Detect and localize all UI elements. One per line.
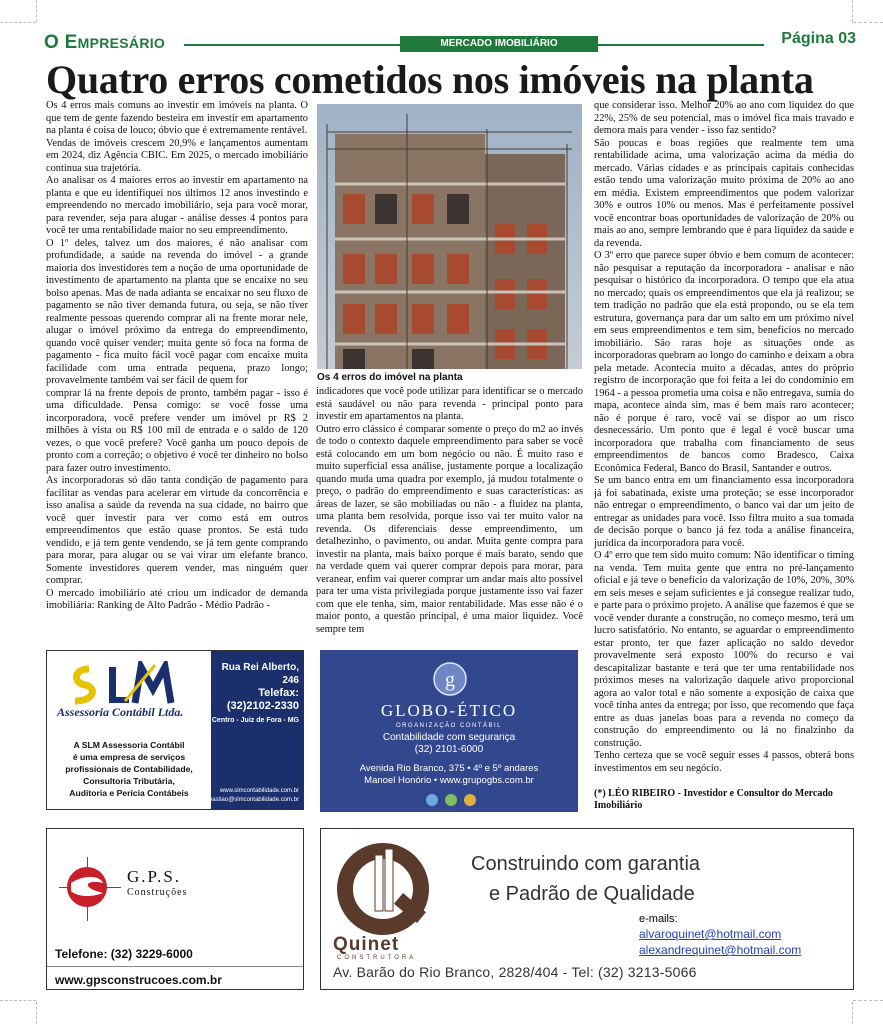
quinet-address: Av. Barão do Rio Branco, 2828/404 - Tel: (32) 3213-5066 [333, 964, 697, 980]
page-header [44, 30, 856, 54]
article-column-1 [46, 100, 308, 644]
slm-city: Centro - Juiz de Fora - MG [211, 717, 299, 724]
gps-logo-icon [57, 853, 123, 923]
gps-name: G.P.S. [127, 867, 182, 886]
article-paragraph: Os 4 erros mais comuns ao investir em imóveis na planta. O que tem de gente fazendo besteira em investir em apartamento na planta é coisa de louco; óbvio que é extremamente rentável. [46, 100, 308, 136]
slm-ad-right [202, 651, 304, 810]
section-label: MERCADO IMOBILIÁRIO [400, 36, 598, 52]
globe-icon [432, 661, 468, 697]
page-number: Página 03 [781, 30, 856, 47]
crop-mark [853, 22, 883, 23]
slm-email[interactable]: sebastiao@slmcontabilidade.com.br [202, 797, 299, 803]
crop-mark [852, 0, 853, 22]
article-paragraph: O 3º erro que parece super óbvio e bem comum de acontecer: não pesquisar a reputação da incorporadora - analisar e não pesquisar o histórico da incorporadora. O tempo que ela atua no mercado; quais os empreendimentos que ela já realizou; se tem tradição no padrão que ela está propondo, ou se ela tem estrutura, governança para dar um salto em um próximo nível em seus empreendimentos e tem sim, benefícios no mercado imobiliário. São raras hoje as situações onde as incorporadoras quebram ao longo do caminho e deixam a obra pela metade. Acontecia muito a décadas, antes do próprio registro de incorporação que foi feita a lei do condomínio em 1964 - a pessoa prometia uma coisa e não entregava, sumia do mapa, acontece ainda sim, mas é bem mais raro acontecer; não é porque é raro, você vai se dispor ao um risco desnecessário. Um ponto que é legal é você buscar uma incorporadora que trabalha com financiamento de seus empreendimentos de bancos como Bradesco, Caixa Econômica Federal, Banco do Brasil, Santander e outros. [594, 250, 854, 474]
slm-desc-line: Consultoria Tributária, [83, 776, 175, 786]
article-paragraph: O 4º erro que tem sido muito comum: Não identificar o timing na venda. Tem muita gente que entra no pré-lançamento oficial e já teve o benefício da valorização de 10%, 20%, 30% em seis meses e sejam suficientes e já consegue realizar tudo, e parte para o próximo projeto. A análise que fazemos é que se você vender durante a construção, no começo mesmo, terá um lucro satisfatório. No entanto, se aguardar o empreendimento estar pronto, ter que fazer aplicação no saldo devedor provavelmente será exposto 100% do recurso e vai descapitalizar bastante e terá que ter uma rentabilidade nos próximos meses na valorização daquele ativo proporcional agora ao valor total e não somente a exposição de caixa que você tinha antes da entrega; por isso, que recomendo que faça entre as duas janelas boas para a revenda no começo da construção do empreendimento ou lá no finalzinho da construção. [594, 550, 854, 749]
globo-address-line-1: Avenida Rio Branco, 375 • 4º e 5º andares [359, 763, 539, 774]
crop-mark [853, 1000, 883, 1001]
slm-company-name: Assessoria Contábil Ltda. [57, 705, 184, 719]
slm-desc-line: Auditoria e Perícia Contábeis [69, 788, 189, 798]
article-paragraph: Se um banco entra em um financiamento essa incorporadora já foi sabatinada, existe uma proteção; se esse incorporador não entregar o empreendimento, o banco vai dar um jeito de entregar as unidades para você. Isso filtra muito a sua tomada de decisão porque o banco já fez toda a análise financeira, jurídica da incorporadora para você. [594, 475, 854, 549]
slm-advertisement[interactable] [46, 650, 304, 810]
slm-web [203, 787, 299, 805]
slm-desc-line: A SLM Assessoria Contábil [73, 740, 185, 750]
partner-badges-icon [425, 793, 477, 807]
newspaper-brand [44, 32, 165, 54]
globo-address-line-2: Manoel Honório • www.grupogbs.com.br [364, 775, 534, 786]
svg-text:g: g [445, 669, 455, 691]
gps-site[interactable]: www.gpsconstrucoes.com.br [55, 973, 222, 987]
article-paragraph: O mercado imobiliário até criou um indicador de demanda imobiliária: Ranking de Alto Padrão - Médio Padrão - [46, 587, 308, 611]
slm-logo-icon [65, 661, 185, 707]
gps-subtitle: Construções [127, 887, 188, 898]
crop-mark [36, 1002, 37, 1024]
photo-caption: Os 4 erros do imóvel na planta [317, 372, 463, 383]
article-column-3 [594, 100, 854, 822]
gps-divider [47, 966, 303, 967]
author-byline: (*) LÉO RIBEIRO - Investidor e Consultor do Mercado Imobiliário [594, 788, 833, 811]
quinet-headline-1: Construindo com garantia [471, 853, 701, 875]
slm-desc-line: é uma empresa de serviços [72, 752, 186, 762]
slm-description [51, 739, 207, 799]
globo-org: ORGANIZAÇÃO CONTÁBIL [395, 723, 502, 729]
article-paragraph: indicadores que você pode utilizar para identificar se o mercado está saudável ou não para revenda - principal ponto para investir em apartamentos na planta. [316, 386, 583, 422]
quinet-advertisement[interactable] [320, 828, 854, 990]
article-paragraph: comprar lá na frente depois de pronto, também pagar - isso é uma dificuldade. Pensa comigo: se você fosse uma incorporadora, você prefere vender um imóvel pr R$ 2 milhões à vista ou R$ 100 mil de entrada e o saldo de 120 vezes, o que você prefere? Você ganha um pouco depois de pronto com a correção; o objetivo é você ter dinheiro no bolso para fazer outro investimento. [46, 387, 308, 474]
globo-slogan: Contabilidade com segurança [382, 732, 516, 743]
article-paragraph: Outro erro clássico é comparar somente o preço do m2 ao invés de todo o contexto daquele empreendimento para saber se você está colocando em um bom negócio ou não. É muito raso e muito superficial essa análise, justamente porque a localização quando muda uma quadra por exemplo, já mudou totalmente o preço, o padrão do empreendimento e suas características: as áreas de lazer, se são mobiliadas ou não - a fluidez na planta, uma planta bem resolvida, porque isso vai ter muito valor na revenda. Os diferenciais desse empreendimento, um detalhezinho, o pavimento, ou andar. Muita gente compra para investir na planta, mais baixo porque é mais barato, sendo que na verdade quem vai querer comprar depois para morar, para veranear, enfim vai querer comprar um andar mais alto possível para ter uma vista privilegiada porque justamente isso vai fazer com que ele tenha, sim, maior rentabilidade. Mas esse não é o maior ponto, a questão principal, é uma maior liquidez. Você sempre tem [316, 423, 583, 635]
quinet-email-label: e-mails: [639, 913, 678, 925]
globo-etico-advertisement[interactable] [320, 650, 578, 812]
article-paragraph: São poucas e boas regiões que realmente tem uma rentabilidade acima, uma valorização acima da média do mercado. Várias cidades e as principais capitais conhecidas estão tendo uma valorização muito próxima de 20% ao ano em média. Existem empreendimentos que podem valorizar 30% e outros 10% ou menos. Mas é perfeitamente possível você encontrar boas oportunidades de valorização de 20% ou mais ao ano, sempre lembrando que é para liquidez da saúde e da revenda. [594, 137, 854, 249]
quinet-headline-2: e Padrão de Qualidade [489, 883, 695, 905]
crop-mark [852, 1002, 853, 1024]
article-paragraph: Vendas de imóveis crescem 20,9% e lançamentos aumentam em 2024, diz Agência CBIC. Em 2025, o mercado imobiliário continua sua trajetória. [46, 137, 308, 174]
slm-desc-line: profissionais de Contabilidade, [65, 764, 193, 774]
quinet-email-1[interactable]: alvaroquinet@hotmail.com [639, 927, 782, 941]
article-paragraph: As incorporadoras só dão tanta condição de pagamento para facilitar as vendas para acelerar em virtude da concorrência e isso analisa a saúde da revenda na sua cidade, no bairro que você quer investir para ver como está em outros empreendimentos que estão quase prontos. Se está tudo vendido, e já tem gente vendendo, se já tem gente comprando para morar, para alugar ou se vai virar um elefante branco. Somente investidores querem vender, mas ninguém quer comprar. [46, 475, 308, 586]
slm-address: Rua Rei Alberto, 246 [221, 662, 299, 686]
article-paragraph: O 1º deles, talvez um dos maiores, é não analisar com profundidade, a saúde na revenda do imóvel - a grande maioria dos investidores tem a noção de uma oportunidade de investimento de apartamento na planta que se encaixe no seu bolso apenas. Mas de nada adianta se encaixar no seu fluxo de pagamento se não tiver demanda futura, ou seja, se não tiver realmente pessoas querendo comprar ali na frente morar nele, alugar o imóvel próximo da entrega do empreendimento, quando você quiser vender; muita gente só foca na forma de pagamento - fica muito fácil você pagar com encaixe muita facilidade com uma entrada pequena, prazo longo; provavelmente também vai ser fácil de quem for [46, 237, 308, 386]
globo-name: GLOBO-ÉTICO [380, 701, 518, 720]
crop-mark [0, 22, 36, 23]
article-paragraph: que considerar isso. Melhor 20% ao ano com liquidez do que 22%, 25% de seu potencial, mas o imóvel fica mais travado e demora mais para vender - isso faz sentido? [594, 100, 854, 136]
article-paragraph: Tenho certeza que se você seguir esses 4 passos, obterá bons investimentos em seu negócio. [594, 750, 854, 774]
article-column-2 [316, 386, 583, 644]
gps-phone: Telefone: (32) 3229-6000 [55, 947, 193, 961]
construction-photo [317, 104, 582, 369]
brand-initials: O E [44, 32, 78, 53]
brand-rest: MPRESÁRIO [77, 35, 166, 51]
quinet-brand-subtitle: CONSTRUTORA [337, 955, 417, 961]
slm-contact [211, 661, 299, 727]
quinet-logo-icon [335, 841, 435, 937]
quinet-brand: Quinet [333, 934, 400, 955]
globo-phone: (32) 2101-6000 [414, 744, 484, 755]
quinet-email-2[interactable]: alexandrequinet@hotmail.com [639, 943, 802, 957]
crop-mark [0, 1000, 36, 1001]
article-paragraph: Ao analisar os 4 maiores erros ao investir em apartamento na planta e que eu identifiquei nos últimos 12 anos investindo e empreendendo no mercado imobiliário, seja para você morar, para revender, seja para alugar - análise desses 4 pontos para você ter uma rentabilidade maior no seu empreendimento. [46, 175, 308, 236]
crop-mark [36, 0, 37, 22]
slm-phone: Telefax: (32)2102-2330 [226, 687, 299, 712]
gps-advertisement[interactable] [46, 828, 304, 990]
slm-ad-left [47, 651, 211, 810]
slm-site[interactable]: www.slmcontabilidade.com.br [219, 788, 299, 794]
article-title: Quatro erros cometidos nos imóveis na planta [46, 57, 814, 102]
building-illustration [317, 104, 582, 369]
